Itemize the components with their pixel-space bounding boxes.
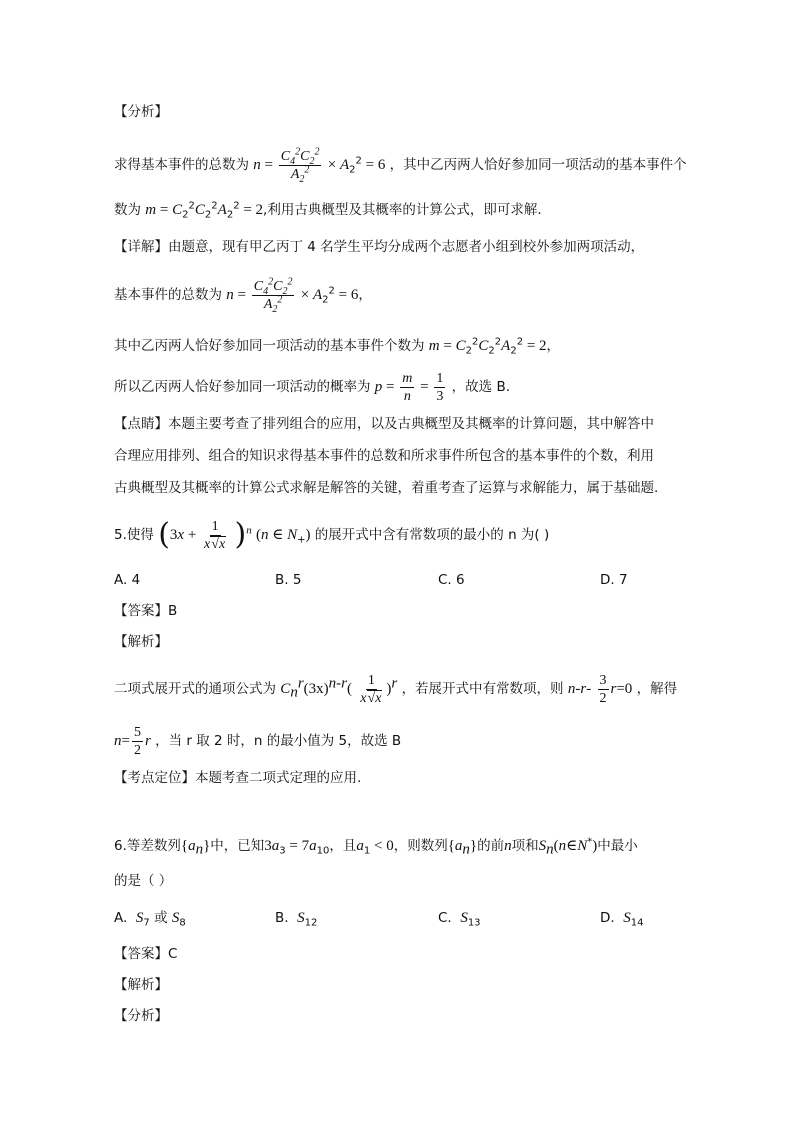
- q5-option-c: C. 6: [438, 572, 465, 588]
- q6-jiexi-heading: 【解析】: [114, 977, 168, 993]
- q5-option-b: B. 5: [275, 572, 302, 588]
- paragraph-m-events: 其中乙丙两人恰好参加同一项活动的基本事件个数为 $m = C_2^2C_2^2A_2^2 = 2$，: [114, 336, 561, 357]
- paragraph-m-value: 数为 $m = C_2^2C_2^2A_2^2 = 2$,利用古典概型及其概率的计算公式，即可求解.: [114, 200, 542, 221]
- q5-explanation-1: 二项式展开式的通项公式为 $C_n^r(3x)^{n-r}$( $\frac{1}{x√x}$ )$^r$ ，若展开式中有常数项，则 n-r- $\frac{3}{2}$ r=0 ，解得: [114, 672, 678, 706]
- q5-kaodian: 【考点定位】本题考查二项式定理的应用.: [114, 770, 362, 786]
- fenxi-heading: 【分析】: [114, 104, 168, 120]
- q5-jiexi-heading: 【解析】: [114, 634, 168, 650]
- fraction-total: $\frac{C_4^2C_2^2}{A_2^2}$: [280, 145, 320, 185]
- q5-option-d: D. 7: [600, 572, 628, 588]
- q6-option-c: C. $S_{13}$: [438, 910, 481, 929]
- q6-fenxi-heading: 【分析】: [114, 1008, 168, 1024]
- q5-answer: 【答案】B: [114, 603, 178, 619]
- q6-option-b: B. $S_{12}$: [275, 910, 318, 929]
- q6-option-d: D. $S_{14}$: [600, 910, 644, 929]
- question-6-line-1: 6.等差数列$\{a_n\}$中，已知$3a_3 = 7a_{10}$，且$a_1 < 0$，则数列$\{a_n\}$的前n项和$S_n(n\in N^*)$中最小: [114, 836, 638, 858]
- q6-option-a: A. $S_7$ 或 $S_8$: [114, 910, 186, 929]
- q5-option-a: A. 4: [114, 572, 141, 588]
- fraction-q5: $\frac{1}{x√x}$: [204, 518, 226, 552]
- paragraph-total-events-2: 基本事件的总数为 n = $\frac{C_4^2C_2^2}{A_2^2}$ × $A_2^2 = 6$，: [114, 275, 372, 315]
- paragraph-xiangjie: 【详解】由题意，现有甲乙丙丁 4 名学生平均分成两个志愿者小组到校外参加两项活动，: [114, 239, 645, 255]
- paragraph-total-events: 求得基本事件的总数为 n = $\frac{C_4^2C_2^2}{A_2^2}$ × $A_2^2 = 6$ ，其中乙丙两人恰好参加同一项活动的基本事件个: [114, 145, 687, 185]
- fraction-total-2: $\frac{C_4^2C_2^2}{A_2^2}$: [253, 275, 293, 315]
- paragraph-dianjing-3: 古典概型及其概率的计算公式求解是解答的关键，着重考查了运算与求解能力，属于基础题.: [114, 480, 659, 496]
- paragraph-dianjing-2: 合理应用排列、组合的知识求得基本事件的总数和所求事件所包含的基本事件的个数，利用: [114, 448, 654, 464]
- q6-answer: 【答案】C: [114, 946, 178, 962]
- question-6-line-2: 的是（ ）: [114, 873, 173, 889]
- paragraph-dianjing-1: 【点睛】本题主要考查了排列组合的应用，以及古典概型及其概率的计算问题，其中解答中: [114, 416, 654, 432]
- q5-explanation-2: n= $\frac{5}{2}$ r ，当 r 取 2 时，n 的最小值为 5，故选 B: [114, 724, 402, 758]
- question-5: 5.使得 (3x + $\frac{1}{x√x}$ )$^n$ (n ∈ $N_+$) 的展开式中含有常数项的最小的 n 为( ): [114, 517, 550, 552]
- paragraph-probability: 所以乙丙两人恰好参加同一项活动的概率为 p = $\frac{m}{n}$ = $\frac{1}{3}$ ，故选 B.: [114, 370, 511, 404]
